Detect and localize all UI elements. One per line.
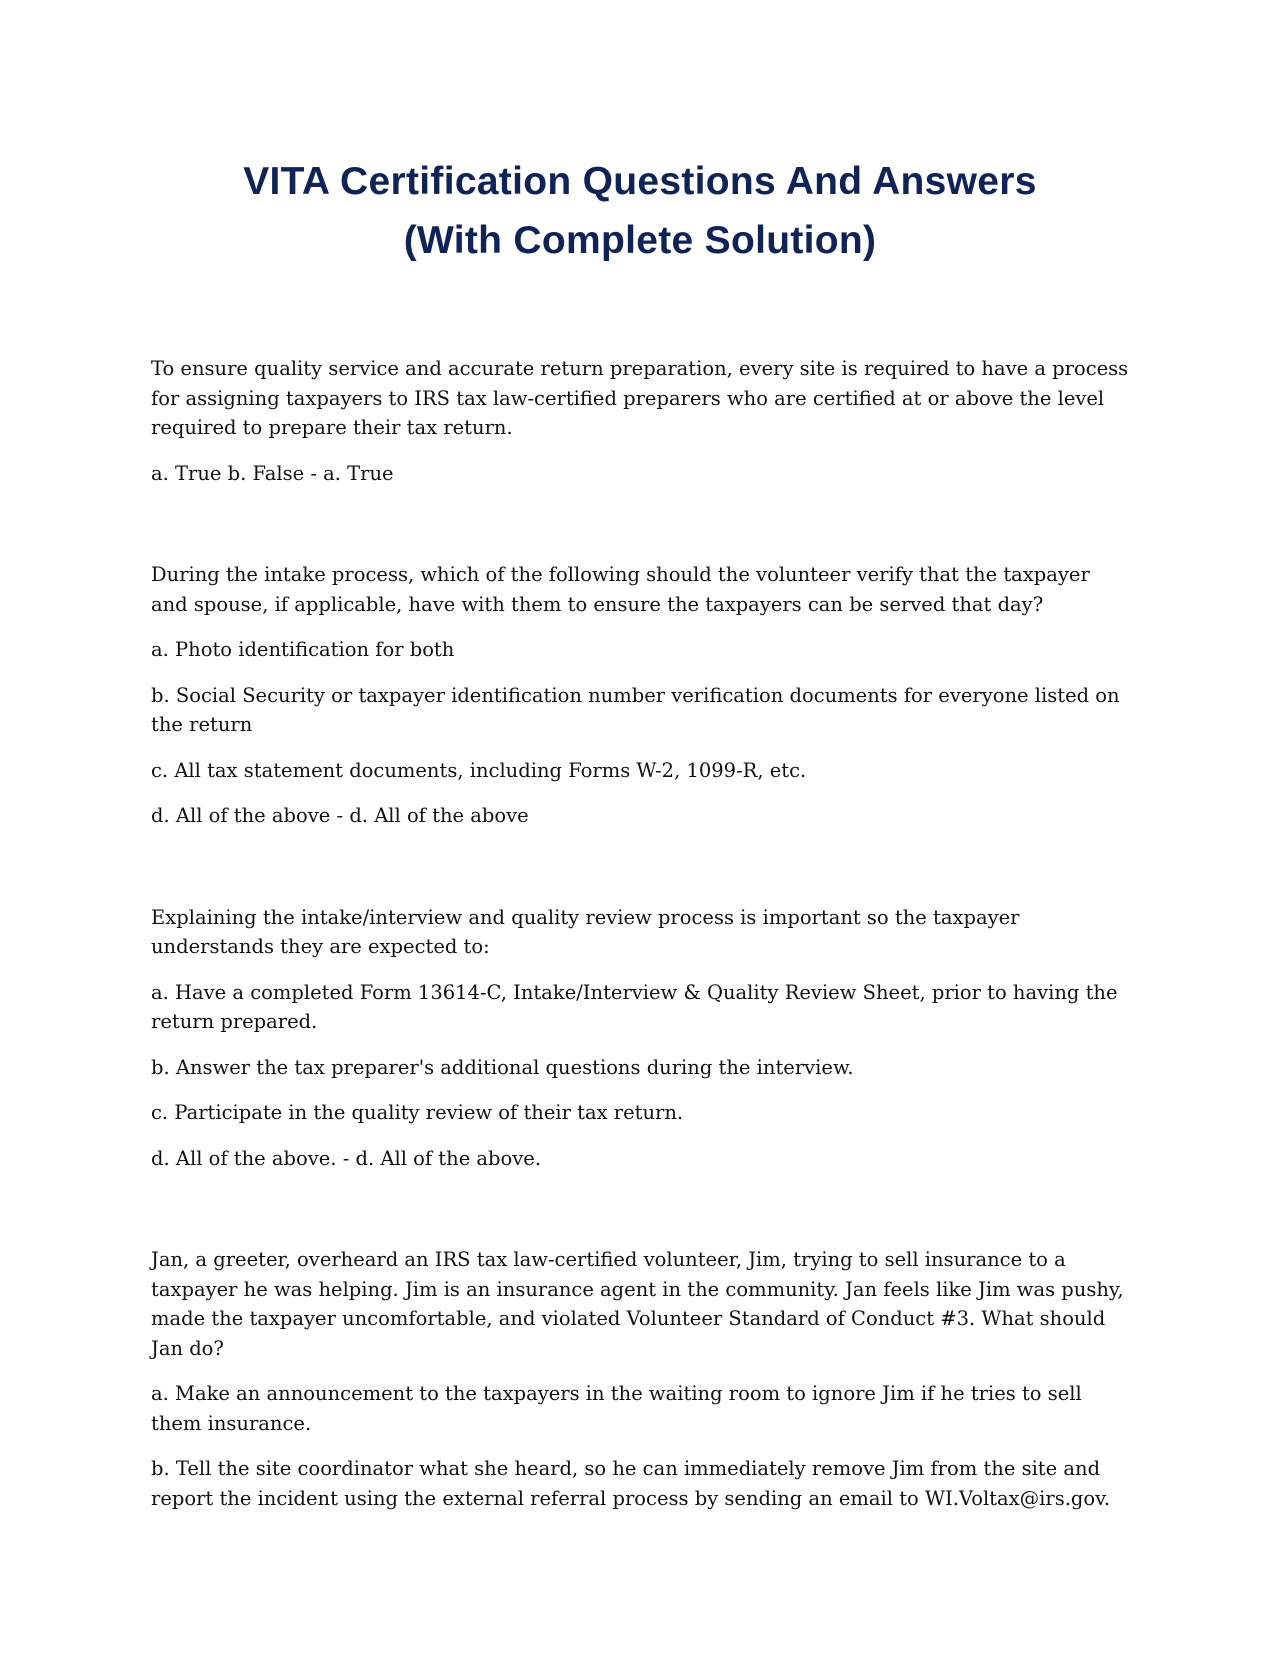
question-list	[151, 354, 1131, 1529]
question-text: Jan, a greeter, overheard an IRS tax law-certified volunteer, Jim, trying to sell insurance to a taxpayer he was helping. Jim is an insurance agent in the community. Jan feels like Jim was pushy, made the taxpayer uncomfortable, and violated Volunteer Standard of Conduct #3. What should Jan do?	[151, 1248, 1124, 1360]
question-text: Explaining the intake/interview and quality review process is important so the taxpayer understands they are expected to:	[151, 905, 1020, 958]
question-block	[151, 560, 1131, 831]
title-line-1: VITA Certification Questions And Answers	[243, 160, 1037, 203]
answer-option: b. Answer the tax preparer's additional questions during the interview.	[151, 1055, 854, 1079]
answer-option: b. Tell the site coordinator what she heard, so he can immediately remove Jim from the site and report the incident using the external referral process by sending an email to WI.Voltax@irs.gov.	[151, 1457, 1111, 1510]
answer-option: b. Social Security or taxpayer identification number verification documents for everyone listed on the return	[151, 683, 1120, 736]
answer-option: c. All tax statement documents, including Forms W-2, 1099-R, etc.	[151, 758, 807, 782]
answer-option: a. Have a completed Form 13614-C, Intake/Interview & Quality Review Sheet, prior to having the return prepared.	[151, 980, 1118, 1033]
answer-option: d. All of the above - d. All of the above	[151, 804, 529, 827]
answer-option: c. Participate in the quality review of their tax return.	[151, 1101, 684, 1124]
answer-option: d. All of the above. - d. All of the above.	[151, 1146, 542, 1170]
answer-option: a. True b. False - a. True	[151, 461, 394, 485]
title-line-2: (With Complete Solution)	[403, 219, 877, 262]
question-text: To ensure quality service and accurate return preparation, every site is required to have a process for assigning taxpayers to IRS tax law-certified preparers who are certified at or above the level required to prepare their tax return.	[151, 357, 1129, 439]
question-block	[151, 903, 1131, 1174]
question-text: During the intake process, which of the following should the volunteer verify that the taxpayer and spouse, if applicable, have with them to ensure the taxpayers can be served that day?	[151, 563, 1090, 616]
answer-option: a. Photo identification for both	[151, 638, 455, 661]
question-block	[151, 1245, 1131, 1513]
question-block	[151, 354, 1131, 488]
answer-option: a. Make an announcement to the taxpayers in the waiting room to ignore Jim if he tries to sell them insurance.	[151, 1382, 1082, 1435]
document-title	[140, 152, 1140, 270]
